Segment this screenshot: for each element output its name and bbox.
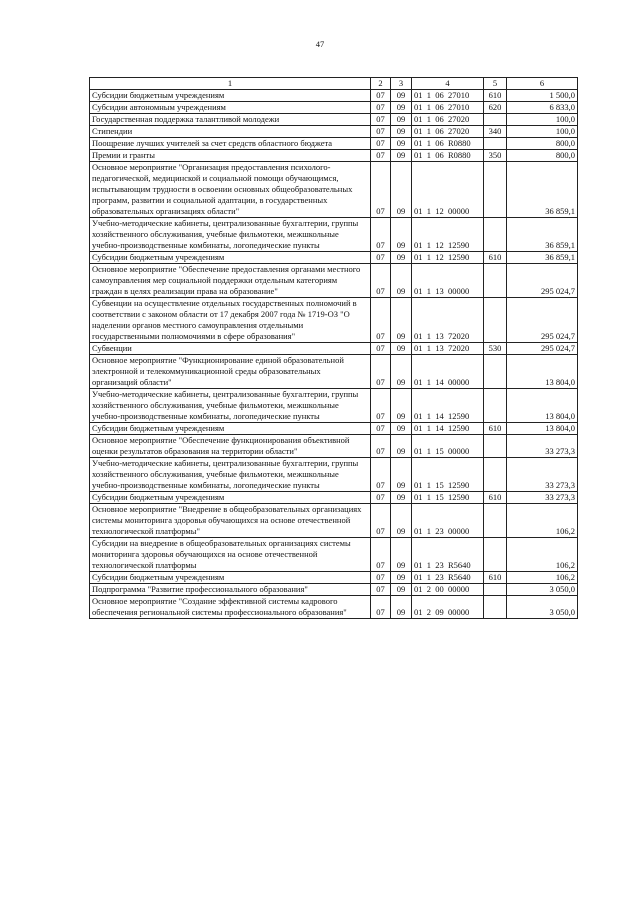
cell-expense-type [484,538,507,572]
cell-amount: 36 859,1 [507,218,578,252]
table-row [90,538,578,572]
cell-expense-type: 610 [484,90,507,102]
cell-section: 07 [371,435,391,458]
cell-name: Основное мероприятие "Внедрение в общеобразовательных организациях системы мониторинга здоровья обучающихся на основе отечественной технологической платформы" [90,504,371,538]
cell-name: Субсидии бюджетным учреждениям [90,90,371,102]
cell-section: 07 [371,138,391,150]
cell-subsection: 09 [391,538,412,572]
cell-target-article: 01 1 13 00000 [412,264,484,298]
cell-amount: 800,0 [507,138,578,150]
cell-amount: 13 804,0 [507,355,578,389]
cell-subsection: 09 [391,252,412,264]
cell-subsection: 09 [391,435,412,458]
table-row [90,102,578,114]
cell-section: 07 [371,596,391,619]
cell-subsection: 09 [391,355,412,389]
cell-expense-type: 610 [484,492,507,504]
cell-subsection: 09 [391,343,412,355]
cell-section: 07 [371,343,391,355]
table-row [90,218,578,252]
cell-name: Субвенции на осуществление отдельных государственных полномочий в соответствии с законом области от 17 декабря 2007 года № 1719-ОЗ "О наделении органов местного самоуправления отдельными государственными полномочиями в сфере образования" [90,298,371,343]
cell-target-article: 01 1 14 00000 [412,355,484,389]
table-row [90,572,578,584]
table-row [90,389,578,423]
cell-expense-type [484,162,507,218]
table-body [90,90,578,619]
cell-amount: 13 804,0 [507,389,578,423]
cell-name: Государственная поддержка талантливой молодежи [90,114,371,126]
cell-expense-type: 350 [484,150,507,162]
table-row [90,343,578,355]
cell-name: Субвенции [90,343,371,355]
cell-amount: 295 024,7 [507,298,578,343]
cell-expense-type [484,138,507,150]
cell-target-article: 01 1 12 00000 [412,162,484,218]
cell-expense-type: 620 [484,102,507,114]
cell-amount: 36 859,1 [507,162,578,218]
cell-subsection: 09 [391,264,412,298]
cell-subsection: 09 [391,162,412,218]
budget-table [89,77,578,619]
cell-subsection: 09 [391,90,412,102]
table-row [90,584,578,596]
cell-amount: 100,0 [507,114,578,126]
cell-amount: 295 024,7 [507,343,578,355]
cell-name: Субсидии на внедрение в общеобразовательных организациях системы мониторинга здоровья обучающихся на основе отечественной технологической платформы [90,538,371,572]
cell-amount: 33 273,3 [507,458,578,492]
cell-section: 07 [371,218,391,252]
cell-section: 07 [371,389,391,423]
cell-target-article: 01 1 23 00000 [412,504,484,538]
cell-name: Поощрение лучших учителей за счет средств областного бюджета [90,138,371,150]
cell-expense-type [484,435,507,458]
cell-target-article: 01 1 06 R0880 [412,150,484,162]
cell-expense-type [484,355,507,389]
cell-expense-type [484,114,507,126]
cell-section: 07 [371,584,391,596]
cell-amount: 106,2 [507,538,578,572]
cell-name: Субсидии автономным учреждениям [90,102,371,114]
cell-target-article: 01 1 06 R0880 [412,138,484,150]
table-row [90,504,578,538]
table-row [90,355,578,389]
cell-subsection: 09 [391,584,412,596]
cell-subsection: 09 [391,138,412,150]
table-row [90,596,578,619]
cell-expense-type: 610 [484,252,507,264]
column-header: 3 [391,78,412,90]
table-row [90,298,578,343]
cell-subsection: 09 [391,504,412,538]
cell-amount: 800,0 [507,150,578,162]
table-row [90,114,578,126]
cell-target-article: 01 1 12 12590 [412,252,484,264]
cell-target-article: 01 1 13 72020 [412,343,484,355]
cell-subsection: 09 [391,389,412,423]
cell-name: Субсидии бюджетным учреждениям [90,572,371,584]
cell-target-article: 01 1 06 27010 [412,90,484,102]
cell-target-article: 01 1 06 27020 [412,114,484,126]
cell-amount: 13 804,0 [507,423,578,435]
cell-section: 07 [371,90,391,102]
cell-target-article: 01 2 09 00000 [412,596,484,619]
cell-name: Основное мероприятие "Организация предоставления психолого-педагогической, медицинской и социальной помощи обучающимся, испытывающим трудности в освоении основных общеобразовательных программ, развитии и социальной адаптации, в государственных образовательных организациях области" [90,162,371,218]
cell-expense-type [484,264,507,298]
header-row [90,78,578,90]
cell-amount: 295 024,7 [507,264,578,298]
cell-expense-type: 530 [484,343,507,355]
cell-expense-type [484,389,507,423]
table-row [90,162,578,218]
cell-amount: 33 273,3 [507,492,578,504]
cell-name: Учебно-методические кабинеты, централизованные бухгалтерии, группы хозяйственного обслуживания, учебные фильмотеки, межшкольные учебно-производственные комбинаты, логопедические пункты [90,458,371,492]
cell-section: 07 [371,252,391,264]
cell-target-article: 01 1 23 R5640 [412,572,484,584]
cell-name: Подпрограмма "Развитие профессионального образования" [90,584,371,596]
table-row [90,458,578,492]
cell-expense-type [484,218,507,252]
page-number: 47 [315,39,325,49]
cell-name: Учебно-методические кабинеты, централизованные бухгалтерии, группы хозяйственного обслуживания, учебные фильмотеки, межшкольные учебно-производственные комбинаты, логопедические пункты [90,389,371,423]
cell-expense-type [484,596,507,619]
table-row [90,138,578,150]
cell-amount: 1 500,0 [507,90,578,102]
table-row [90,435,578,458]
cell-target-article: 01 1 06 27010 [412,102,484,114]
cell-name: Учебно-методические кабинеты, централизованные бухгалтерии, группы хозяйственного обслуживания, учебные фильмотеки, межшкольные учебно-производственные комбинаты, логопедические пункты [90,218,371,252]
cell-expense-type: 610 [484,423,507,435]
cell-name: Субсидии бюджетным учреждениям [90,252,371,264]
cell-subsection: 09 [391,423,412,435]
cell-amount: 100,0 [507,126,578,138]
cell-expense-type [484,298,507,343]
cell-section: 07 [371,102,391,114]
column-header: 6 [507,78,578,90]
cell-subsection: 09 [391,458,412,492]
column-header: 2 [371,78,391,90]
table-row [90,150,578,162]
cell-target-article: 01 1 15 12590 [412,458,484,492]
cell-name: Субсидии бюджетным учреждениям [90,492,371,504]
cell-subsection: 09 [391,218,412,252]
cell-subsection: 09 [391,126,412,138]
table-row [90,264,578,298]
column-header: 4 [412,78,484,90]
cell-amount: 36 859,1 [507,252,578,264]
cell-section: 07 [371,538,391,572]
cell-section: 07 [371,162,391,218]
cell-section: 07 [371,126,391,138]
table-row [90,252,578,264]
cell-name: Основное мероприятие "Обеспечение функционирования объективной оценки результатов образования на территории области" [90,435,371,458]
cell-target-article: 01 1 06 27020 [412,126,484,138]
cell-amount: 106,2 [507,572,578,584]
cell-target-article: 01 2 00 00000 [412,584,484,596]
cell-target-article: 01 1 15 00000 [412,435,484,458]
table-row [90,492,578,504]
cell-section: 07 [371,298,391,343]
cell-section: 07 [371,458,391,492]
cell-subsection: 09 [391,572,412,584]
column-header: 1 [90,78,371,90]
cell-name: Основное мероприятие "Функционирование единой образовательной электронной и телекоммуникационной среды образовательных организаций области" [90,355,371,389]
cell-name: Основное мероприятие "Обеспечение предоставления органами местного самоуправления мер социальной поддержки отдельным категориям граждан в целях реализации права на образование" [90,264,371,298]
table-header [90,78,578,90]
cell-target-article: 01 1 15 12590 [412,492,484,504]
cell-amount: 106,2 [507,504,578,538]
cell-target-article: 01 1 14 12590 [412,389,484,423]
cell-expense-type [484,458,507,492]
cell-subsection: 09 [391,114,412,126]
cell-target-article: 01 1 23 R5640 [412,538,484,572]
cell-name: Субсидии бюджетным учреждениям [90,423,371,435]
cell-name: Стипендии [90,126,371,138]
cell-subsection: 09 [391,102,412,114]
table-row [90,423,578,435]
cell-subsection: 09 [391,596,412,619]
cell-amount: 3 050,0 [507,596,578,619]
cell-expense-type: 610 [484,572,507,584]
cell-section: 07 [371,150,391,162]
cell-expense-type: 340 [484,126,507,138]
cell-section: 07 [371,572,391,584]
cell-amount: 3 050,0 [507,584,578,596]
cell-target-article: 01 1 12 12590 [412,218,484,252]
cell-expense-type [484,504,507,538]
cell-section: 07 [371,355,391,389]
cell-subsection: 09 [391,298,412,343]
cell-name: Премии и гранты [90,150,371,162]
cell-target-article: 01 1 14 12590 [412,423,484,435]
cell-section: 07 [371,423,391,435]
cell-target-article: 01 1 13 72020 [412,298,484,343]
cell-amount: 33 273,3 [507,435,578,458]
cell-expense-type [484,584,507,596]
cell-name: Основное мероприятие "Создание эффективной системы кадрового обеспечения региональной системы профессионального образования" [90,596,371,619]
cell-section: 07 [371,264,391,298]
cell-section: 07 [371,504,391,538]
cell-section: 07 [371,114,391,126]
cell-amount: 6 833,0 [507,102,578,114]
table-row [90,126,578,138]
column-header: 5 [484,78,507,90]
table-row [90,90,578,102]
cell-section: 07 [371,492,391,504]
cell-subsection: 09 [391,492,412,504]
cell-subsection: 09 [391,150,412,162]
